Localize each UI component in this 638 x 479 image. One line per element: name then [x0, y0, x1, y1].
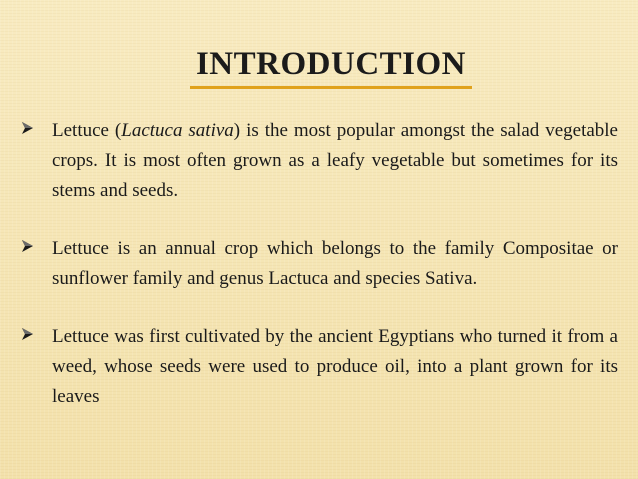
bullet-text: Lettuce is an annual crop which belongs to the family Compositae or sunflower family and genus Lactuca and species Sativa. [52, 238, 618, 289]
bullet-item [20, 322, 618, 412]
slide-title: INTRODUCTION [190, 44, 472, 89]
scientific-name: Lactuca sativa [121, 120, 234, 141]
title-container [0, 44, 638, 89]
bullet-item [20, 234, 618, 294]
bullet-text-part: Lettuce ( [52, 120, 122, 141]
bullet-text-part: ) is the most popular amongst the salad vegetable crops. It is most often grown as a leafy vegetable but sometimes for its stems and seeds. [52, 120, 618, 201]
arrowhead-bullet-icon [20, 327, 34, 341]
arrowhead-bullet-icon [20, 239, 34, 253]
bullet-list [20, 116, 618, 440]
bullet-text: Lettuce was first cultivated by the ancient Egyptians who turned it from a weed, whose seeds were used to produce oil, into a plant grown for its leaves [52, 326, 618, 407]
bullet-text [52, 116, 618, 206]
bullet-item [20, 116, 618, 206]
arrowhead-bullet-icon [20, 121, 34, 135]
